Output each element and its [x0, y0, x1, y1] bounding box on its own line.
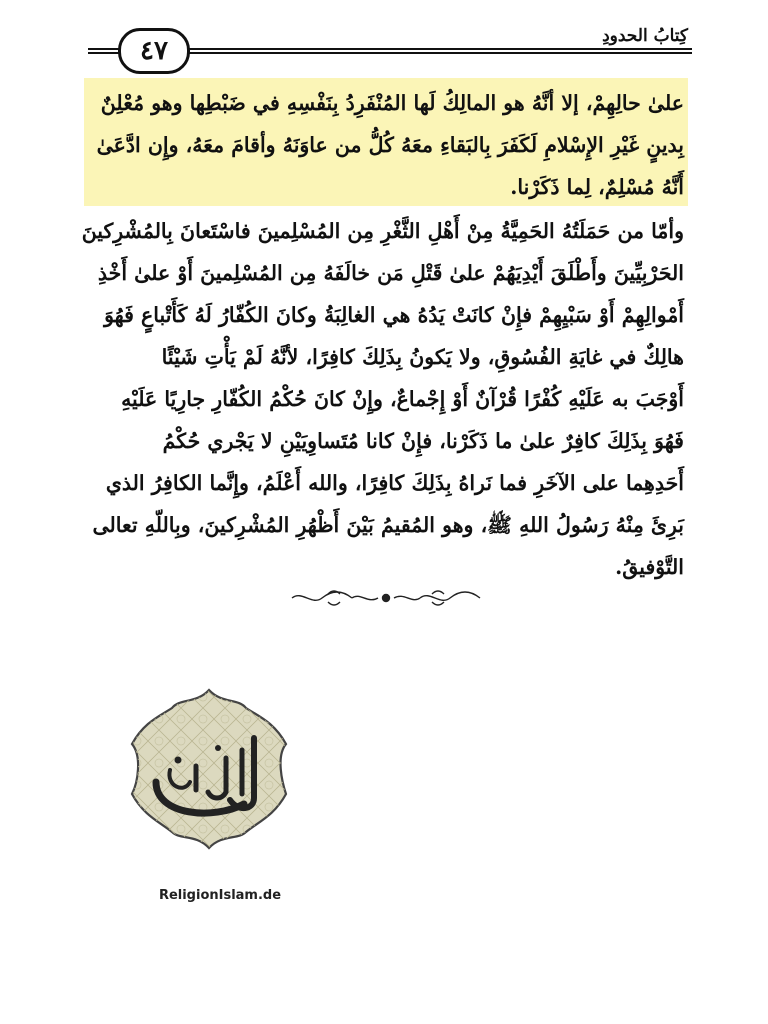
page-header	[88, 26, 692, 72]
section-divider-ornament-icon	[288, 588, 484, 608]
text-line: أَحَدِهِما على الآخَرِ فما نَراهُ بِذَلِكَ كافِرًا، والله أَعْلَمُ، وإِنَّما الكافِرُ الذي	[105, 471, 684, 495]
text-line: التَّوْفيقُ.	[615, 555, 684, 579]
text-line: أَمْوالِهِمْ أَوْ سَبْيِهِمْ فإِنْ كانَتْ يَدُهُ هي الغالِبَةُ وكانَ الكُفّارُ لَهُ كَأَتْباعٍ فَهُوَ	[104, 303, 684, 327]
text-line: الحَرْبِيِّينَ وأَطْلَقَ أَيْدِيَهُمْ علىٰ قَتْلِ مَن خالَفَهُ مِن المُسْلِمينَ أَوْ علىٰ أَخْذِ	[97, 261, 684, 285]
text-line: وأمّا من حَمَلَتُهُ الحَمِيَّةُ مِنْ أَهْلِ الثَّغْرِ مِن المُسْلِمينَ فاسْتَعانَ بِالمُشْرِكينَ	[81, 219, 684, 243]
text-line: فَهُوَ بِذَلِكَ كافِرٌ علىٰ ما ذَكَرْنا، فإِنْ كانا مُتَساوِيَيْنِ لا يَجْري حُكْمُ	[162, 429, 684, 453]
book-title: كِتابُ الحدودِ	[592, 26, 692, 46]
text-line: أَوْجَبَ به عَلَيْهِ كُفْرًا قُرْآنٌ أَوْ إِجْماعٌ، وإِنْ كانَ حُكْمُ الكُفّارِ جارِيًا عَلَيْهِ	[121, 387, 684, 411]
text-line: علىٰ حالِهِمْ، إلا أنَّهُ هو المالِكُ لَها المُنْفَرِدُ بِنَفْسِهِ في ضَبْطِها وهو مُعْلِنٌ	[100, 91, 684, 115]
paragraph-1	[84, 82, 684, 208]
text-line: هالِكٌ في غايَةِ الفُسُوقِ، ولا يَكونُ بِذَلِكَ كافِرًا، لأنَّهُ لَمْ يَأْتِ شَيْئًا	[161, 345, 684, 369]
paragraph-2	[80, 210, 684, 588]
page-number: ٤٧	[118, 28, 190, 74]
text-line: بِدينٍ غَيْرِ الإِسْلامِ لَكَفَرَ بِالبَقاءِ معَهُ كُلُّ من عاوَنَهُ وأقامَ معَهُ، وإِن ادَّعَىٰ	[96, 133, 684, 157]
text-line: أَنَّهُ مُسْلِمٌ، لِما ذَكَرْنا.	[510, 175, 684, 199]
website-label: ReligionIslam.de	[158, 888, 282, 903]
text-line: بَرِئَ مِنْهُ رَسُولُ اللهِ ﷺ، وهو المُقيمُ بَيْنَ أَظْهُرِ المُشْرِكينَ، وبِاللّهِ تعالى	[92, 513, 684, 537]
religionislam-logo-icon	[126, 686, 292, 852]
